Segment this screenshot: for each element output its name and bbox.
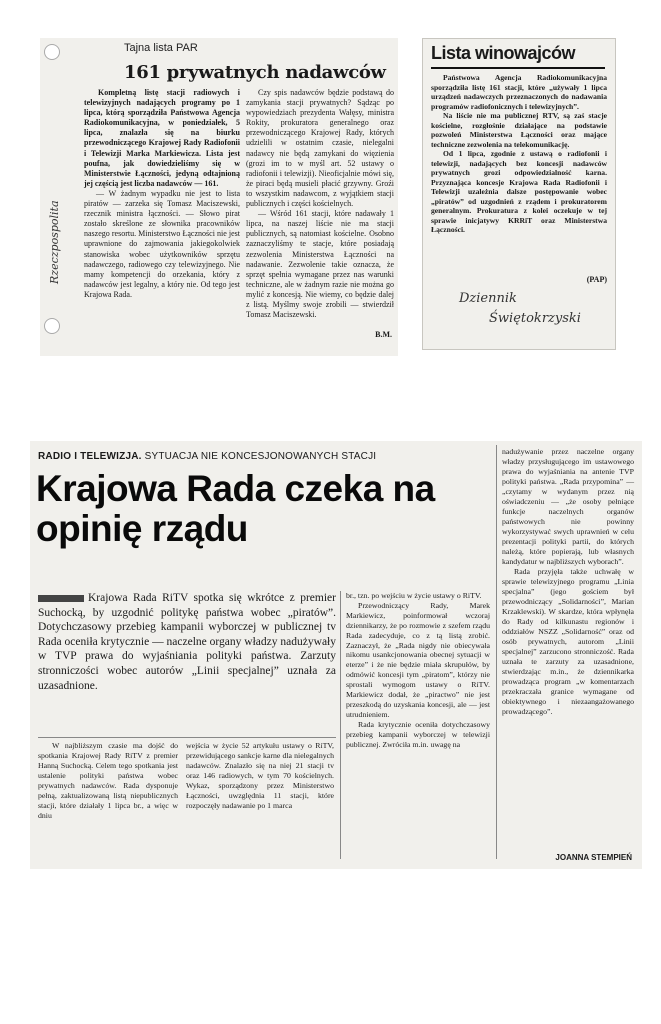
divider [38, 737, 336, 738]
author-byline: JOANNA STEMPIEŃ [555, 853, 632, 862]
punch-hole [44, 44, 60, 60]
column-divider [340, 591, 341, 859]
article-column-2 [246, 88, 394, 320]
paragraph: Rada przyjęła także uchwałę w sprawie telewizyjnego programu „Linia specjalna” (jego gościem był przewodniczący „Solidarności”, Marian Krzaklewski). W skardze, która wpłynęła do Rady od kilkunastu regionów i oddziałów NSZZ „Solidarność” oraz od osób prywatnych, autorom „Linii specjalnej” zarzucono stronniczość. Rada uznała te zarzuty za uzasadnione, stwierdzając m.in., że dziennikarka prowadząca program „w komentarzach przekraczała granice wymagane od obiektywnego i niezaangażowanego prowadzącego”. [502, 567, 634, 716]
paragraph: Na liście nie ma publicznej RTV, są zaś stacje kościelne, rozgłośnie działające na podstawie pozwoleń Ministerstwa Łączności oraz mające techniczne zezwolenia na telekomunikację. [431, 111, 607, 149]
article-column-1 [84, 88, 240, 300]
clipping-lista-winowajcow [422, 38, 616, 350]
lead-paragraph [38, 591, 336, 693]
paragraph: br., tzn. po wejściu w życie ustawy o RiTV. [346, 591, 482, 600]
lead-text: Krajowa Rada RiTV spotka się wkrótce z premier Suchocką, by uzgodnić politykę państwa wobec „piratów”. Dotychczasowy przebieg kampanii wyborczej w publicznej tv Rada oceniła krytycznie — naczelne organy władzy nadużywały w TVP prawa do wyjaśniania polityki państwa. Zarzuty stronniczości wobec autorów „Linii specjalnej” uznała za uzasadnione. [38, 592, 336, 692]
headline: 161 prywatnych nadawców [124, 62, 386, 83]
paragraph: wejścia w życie 52 artykułu ustawy o RiTV, przewidującego sankcje karne dla nielegalnych nadawców. Znalazło się na niej 21 stacji tv oraz 146 radiowych, w tym 70 kościelnych. Wykaz, sporządzony przez Ministerstwo Łączności, uwzględnia 11 stacji, które rozpoczęły nadawanie po 1 marca [186, 741, 334, 810]
headline: Lista winowajców [431, 43, 576, 63]
article-column-bottom-middle [186, 741, 334, 811]
handwritten-source: Świętokrzyski [489, 311, 581, 326]
paragraph: — Wśród 161 stacji, które nadawały 1 lipca, na naszej liście nie ma stacji publicznych, są natomiast kościelne. Osobno zaznaczyliśmy te stacje, które posiadają zezwolenia Ministerstwa Łączności na nadawanie. Zezwolenie takie oznacza, że sprzęt spełnia wymagane przez nas warunki techniczne, ale w żadnym razie nie można go mylić z koncesją. Nie wiemy, co będzie dalej z listą. Myślmy swoje zrobili — stwierdził Tomasz Maciszewski. [246, 209, 394, 320]
article-column-bottom-left [38, 741, 178, 821]
paragraph: Rada krytycznie oceniła dotychczasowy przebieg kampanii wyborczej w telewizji publicznej. Zwróciła m.in. uwagę na [346, 719, 490, 749]
author-initials: B.M. [375, 330, 392, 339]
clipping-krajowa-rada [30, 441, 642, 869]
article-column-middle [346, 591, 490, 750]
paragraph: nadużywanie przez naczelne organy władzy przysługującego im ustawowego prawa do wyjaśniania na antenie TVP polityki państwa. „Rada przypomina” — „czytamy w wydanym przez nią oświadczeniu — „że osoby pełniące funkcje naczelnych organów państwowych nie powinny wykorzystywać swych uprawnień w celu prezentacji polityki partii, do których należą, które popierają, lub własnych kandydatur w najbliższych wyborach”. [502, 447, 634, 566]
punch-hole [44, 318, 60, 334]
paragraph: Od 1 lipca, zgodnie z ustawą o radiofonii i telewizji, nadających bez koncesji nadawców prywatnych grozi odpowiedzialność karna. Przyznająca koncesje Krajowa Rada Radiofonii i Telewizji uzależnia dalsze postępowanie wobec „piratów” od uzgodnień z rządem i prokuratorem generalnym. Prokuratura z kolei oczekuje w tej sprawie inicjatywy KRRiT oraz Ministerstwa Łączności. [431, 149, 607, 234]
lead-marker [38, 595, 84, 602]
paragraph: Przewodniczący Rady, Marek Markiewicz, poinformował wczoraj dziennikarzy, że po rozmowie z szefem rządu Rada zadecyduje, co z tą listą zrobić. Zaznaczył, że „Rada nigdy nie obiecywała nikomu usankcjonowania obecnej sytuacji w eterze” i że nie będzie miała skrupułów, by odmówić koncesji tym „piratom”, którzy nie sprostali wymogom ustawy o RiTV. Markiewicz dodał, że „piractwo” nie jest przeszkodą do uzyskania koncesji, ale — jest utrudnieniem. [346, 600, 490, 719]
section-label [38, 451, 376, 462]
kicker: Tajna lista PAR [124, 42, 198, 54]
column-divider [496, 445, 497, 859]
paragraph: W najbliższym czasie ma dojść do spotkania Krajowej Rady RiTV z premier Hanną Suchocką. Celem tego spotkania jest ustalenie polityki państwa wobec prywatnych nadawców. Rada dysponuje pełną, zaktualizowaną listą niepublicznych stacji, które działały 1 lipca br., a więc w dniu [38, 741, 178, 820]
source-signature: (PAP) [586, 275, 607, 284]
paragraph: Państwowa Agencja Radiokomunikacyjna sporządziła listę 161 stacji, które „używały 1 lipca urządzeń nadawczych przeznaczonych do nadawania programów radiofonicznych i telewizyjnych”. [431, 73, 607, 111]
clipping-tajna-lista [40, 38, 398, 356]
paragraph: Czy spis nadawców będzie podstawą do zamykania stacji prywatnych? Sądząc po wypowiedziach prezydenta Wałęsy, ministra Rokity, prokuratora generalnego oraz przewodniczącego Krajowej Rady, których udzielili w ostatnim czasie, nielegalni nadawcy nie będą zamykani do więzienia (grozi im to w myśl art. 52 ustawy o radiofonii i telewizji). Nieoficjalnie mówi się, że piraci będą musieli płacić grzywny. Groźi to wszystkim nadawcom, z wyjątkiem stacji publicznych i części kościelnych. [246, 88, 394, 209]
article-text [431, 73, 607, 235]
section-label-bold: RADIO I TELEWIZJA. [38, 451, 142, 462]
handwritten-source: Dziennik [459, 291, 517, 306]
article-column-right [502, 447, 634, 717]
paragraph: Kompletną listę stacji radiowych i telewizyjnych nadających programy po 1 lipca, którą sporządziła Państwowa Agencja Radiokomunikacyjna, w poniedziałek, 5 lipca, znalazła się na biurku przewodniczącego Krajowej Rady Radiofonii i Telewizji Marka Markiewicza. Lista jest poufna, jak dowiedzieliśmy się w Ministerstwie Łączności, jedyną odtajnioną jej częścią jest liczba nadawców — 161. [84, 88, 240, 188]
section-label-rest: SYTUACJA NIE KONCESJONOWANYCH STACJI [144, 451, 377, 462]
paragraph: — W żadnym wypadku nie jest to lista piratów — zarzeka się Tomasz Maciszewski, rzecznik ministra łączności. — Słowo pirat zostało skreślone ze słownika pracowników naszego resortu. Ministerstwo Łączności nie jest uprawnione do zajmowania jakiegokolwiek stanowiska wobec użytkowników sprzętu nadawczego, radiowego czy telewizyjnego. Nie mamy kompetencji do orzekania, który z nadawców jest legalny, a który nie. Od tego jest Krajowa Rada. [84, 188, 240, 299]
headline-rule [431, 67, 605, 69]
handwritten-source-note: Rzeczpospolita [48, 200, 61, 284]
headline: Krajowa Rada czeka na opinię rządu [36, 468, 435, 549]
